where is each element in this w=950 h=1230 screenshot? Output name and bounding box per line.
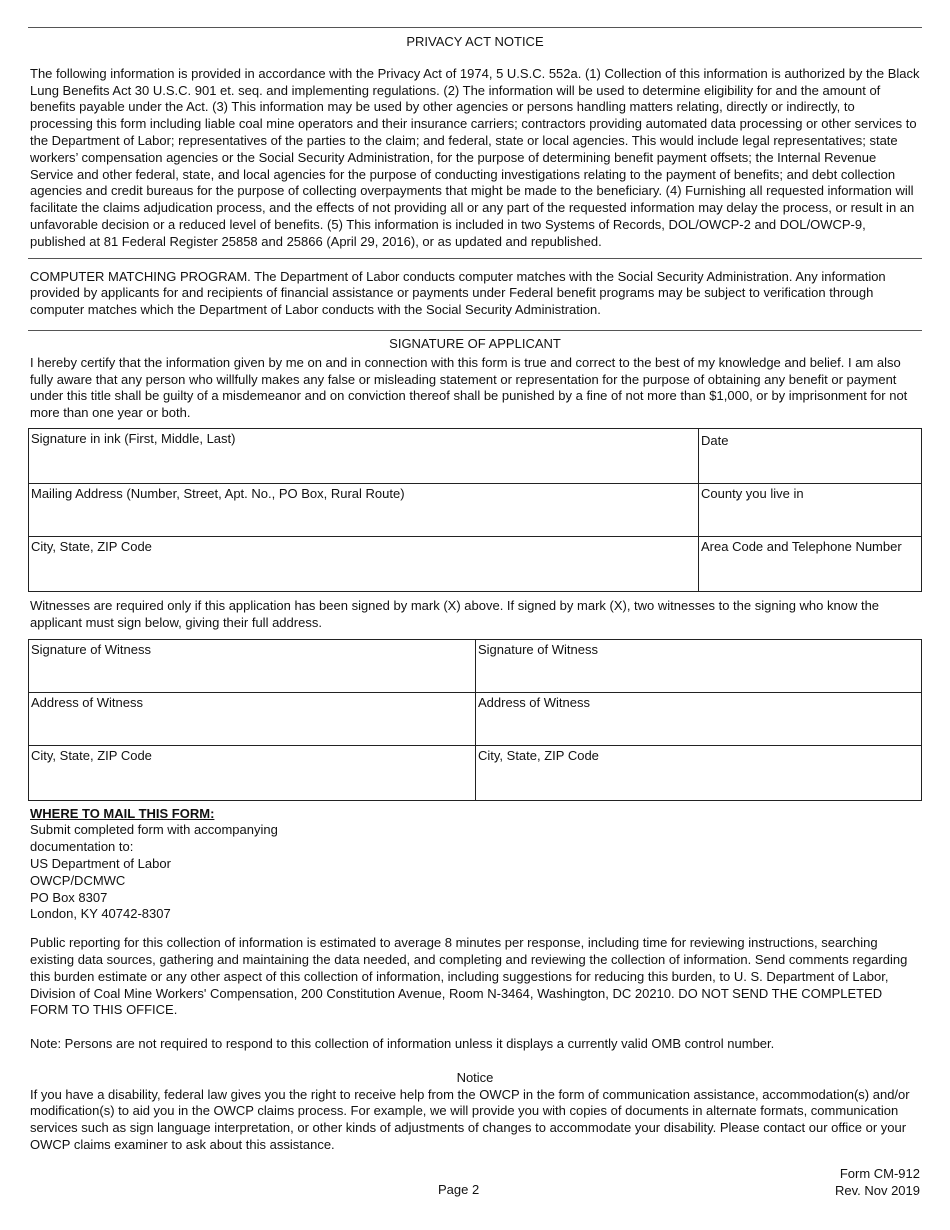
mail-line: US Department of Labor [30,855,171,871]
city-state-zip-field[interactable] [29,536,699,591]
mail-line: London, KY 40742-8307 [30,906,171,922]
mail-section [28,806,922,924]
mail-line: PO Box 8307 [30,889,108,905]
signature-ink-label: Signature in ink (First, Middle, Last) [31,430,236,446]
city-row [29,536,922,591]
omb-note: Note: Persons are not required to respond to this collection of information unless it displays a currently valid OMB control number. [30,1036,775,1052]
computer-matching-body: COMPUTER MATCHING PROGRAM. The Department of Labor conducts computer matches with the Social Security Administration. Any information provided by applicants for and recipients of financial assistance or payments under Federal benefit programs may be subject to verification through computer matches which the Department of Labor conducts with the Social Security Administration. [30,268,886,318]
witness-address-field-1[interactable] [29,692,476,745]
witness-city-field-1[interactable] [29,745,476,800]
date-label: Date [701,432,729,448]
witness-body: Witnesses are required only if this application has been signed by mark (X) above. If signed by mark (X), two witnesses to the signing who know the applicant must sign below, giving their full address. [30,597,880,630]
address-row [29,483,922,536]
witness-table [28,639,922,801]
date-field[interactable] [699,428,922,483]
county-label: County you live in [701,485,804,501]
witness-city-row [29,745,922,800]
mail-title: WHERE TO MAIL THIS FORM: [30,805,215,821]
witness-address-row [29,692,922,745]
signature-rule [28,330,922,331]
form-revision: Rev. Nov 2019 [834,1182,920,1198]
notice-title: Notice [456,1069,494,1085]
signature-row [29,428,922,483]
witness-city-field-2[interactable] [476,745,922,800]
phone-field[interactable] [699,536,922,591]
page-number: Page 2 [438,1182,480,1197]
mail-line: Submit completed form with accompanying [30,822,278,838]
witness-signature-row [29,639,922,692]
top-rule [28,27,922,28]
city-state-zip-label: City, State, ZIP Code [31,538,152,554]
privacy-title: PRIVACY ACT NOTICE [406,34,544,49]
form-number: Form CM-912 [839,1166,920,1181]
witness-address-label-2: Address of Witness [478,694,590,710]
form-page [28,0,922,1154]
form-id-block [835,1166,920,1200]
signature-ink-field[interactable] [29,428,699,483]
burden-body: Public reporting for this collection of information is estimated to average 8 minutes per response, including time for reviewing instructions, searching existing data sources, gathering and maintaining the data needed, and completing and reviewing the collection of information. Send comments regarding this burden estimate or any other aspect of this collection of information, including suggestions for reducing this burden, to U. S. Department of Labor, Division of Coal Mine Workers' Compensation, 200 Constitution Avenue, Room N-3464, Washington, DC 20210. DO NOT SEND THE COMPLETED FORM TO THIS OFFICE. [30,935,908,1018]
mailing-address-field[interactable] [29,483,699,536]
notice-body: If you have a disability, federal law gives you the right to receive help from the OWCP in the form of communication assistance, accommodation(s) and/or modification(s) to aid you in the OWCP claims process. For example, we will provide you with copies of documents in alternate formats, communication services such as sign language interpretation, or other kinds of adjustments of changes to accommodate your disability. Please contact our office or your OWCP claims examiner to ask about this assistance. [30,1086,910,1153]
phone-label: Area Code and Telephone Number [701,538,902,554]
certification-body: I hereby certify that the information given by me on and in connection with this form is true and correct to the best of my knowledge and belief. I am also fully aware that any person who willfully makes any false or misleading statement or representation for the purpose of obtaining any benefit or payment under this title shall be guilty of a misdemeanor and on conviction thereof shall be punished by a fine of not more than $1,000, or by imprisonment for not more than one year or both. [30,354,908,421]
witness-address-label-1: Address of Witness [31,694,143,710]
witness-address-field-2[interactable] [476,692,922,745]
witness-signature-label-2: Signature of Witness [478,641,598,657]
mailing-address-label: Mailing Address (Number, Street, Apt. No., PO Box, Rural Route) [31,485,405,501]
county-field[interactable] [699,483,922,536]
witness-city-label-1: City, State, ZIP Code [31,747,152,763]
applicant-signature-table [28,428,922,592]
privacy-rule [28,258,922,259]
witness-city-label-2: City, State, ZIP Code [478,747,599,763]
witness-signature-field-1[interactable] [29,639,476,692]
mail-line: documentation to: [30,839,134,855]
witness-signature-label-1: Signature of Witness [31,641,151,657]
witness-signature-field-2[interactable] [476,639,922,692]
signature-title: SIGNATURE OF APPLICANT [389,335,561,351]
mail-line: OWCP/DCMWC [30,872,126,888]
privacy-body: The following information is provided in accordance with the Privacy Act of 1974, 5 U.S.C. 552a. (1) Collection of this information is authorized by the Black Lung Benefits Act 30 U.S.C. 901 et. seq. and implementing regulations. (2) The information will be used to determine eligibility for and the amount of benefits payable under the Act. (3) This information may be used by other agencies or persons handling matters relating, directly or indirectly, to processing this form including liable coal mine operators and their insurance carriers; contractors providing automated data processing or other services to the Department of Labor; representatives of the parties to the claim; and federal, state or local agencies. This would include legal representatives; state workers’ compensation agencies or the Social Security Administration, for the purpose of determining benefit payment offsets; the Internal Revenue Service and other federal, state, and local agencies for the purpose of conducting investigations relating to the payment of benefits; and debt collection agencies and credit bureaus for the purpose of collecting overpayments that might be made to the beneficiary. (4) Furnishing all requested information will facilitate the claims adjudication process, and the effects of not providing all or any part of the requested information may delay the process, or result in an unfavorable decision or a reduced level of benefits. (5) This information is included in two Systems of Records, DOL/OWCP-2 and DOL/OWCP-9, published at 81 Federal Register 25858 and 25866 (April 29, 2016), or as updated and republished. [30,65,920,249]
